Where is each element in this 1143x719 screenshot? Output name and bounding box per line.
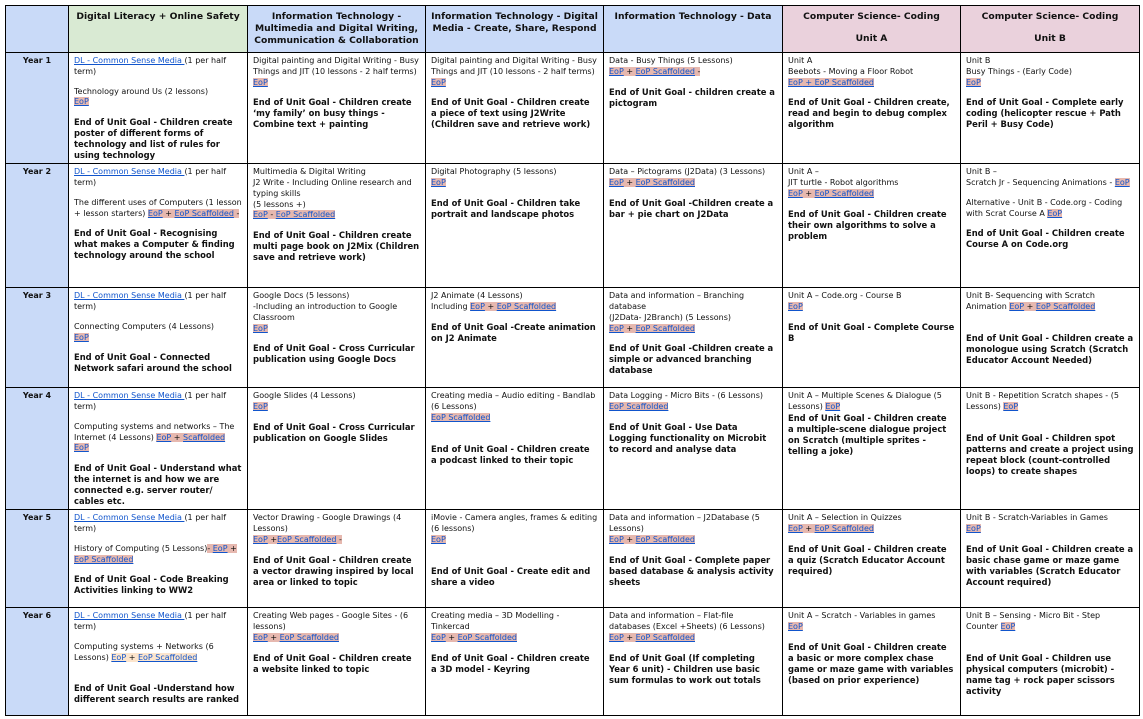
unit-goal: End of Unit Goal - Children create a basic chase game or maze game with variables (Scratch Educator Account required): [966, 543, 1134, 587]
unit-text: Unit B –: [966, 167, 997, 177]
frequency-text: (1 per half term): [74, 56, 227, 76]
unit-goal: End of Unit Goal - Children create a website linked to topic: [253, 652, 412, 674]
topic-text: Unit B- Sequencing with Scratch Animation: [966, 291, 1095, 311]
year-label: Year 5: [6, 510, 69, 608]
cell-dl: DL - Common Sense Media (1 per half term) Computing systems + Networks (6 Lessons) EoP + EoP Scaffolded End of Unit Goal -Understand how different search results are ranked: [69, 608, 248, 716]
unit-goal: End of Unit Goal - children create a pictogram: [609, 86, 775, 108]
cell-it-data: Data - Busy Things (5 Lessons) EoP + EoP Scaffolded - End of Unit Goal - children create a pictogram: [604, 53, 783, 164]
cell-it-multimedia: [248, 388, 426, 510]
topic-text: Google Slides (4 Lessons): [253, 391, 356, 401]
eop-link[interactable]: EoP: [212, 543, 228, 553]
unit-goal: End of Unit Goal - Children create a multiple-scene dialogue project on Scratch (multiple sprites - telling a joke): [788, 412, 947, 456]
eop-link[interactable]: EoP: [609, 66, 624, 76]
topic-detail: J2 Write - Including Online research and typing skills: [253, 177, 412, 198]
cell-dl: [69, 288, 248, 388]
eop-link[interactable]: EoP: [788, 77, 803, 87]
topic-text: Unit A – Code.org - Course B: [788, 291, 902, 301]
header-row: [6, 6, 1140, 53]
cell-cs-unit-b: [961, 164, 1140, 288]
unit-goal: End of Unit Goal -Children create a bar + pie chart on J2Data: [609, 197, 774, 219]
topic-text: Data - Busy Things (5 Lessons): [609, 56, 733, 65]
topic-text: Computing systems + Networks (6 Lessons): [74, 641, 214, 662]
unit-goal: End of Unit Goal - Children create a vector drawing inspired by local area or linked to topic: [253, 554, 414, 587]
table-row-year-6: [6, 608, 1140, 716]
eop-scaffolded-link[interactable]: EoP Scaffolded: [279, 632, 339, 642]
table-row-year-4: [6, 388, 1140, 510]
header-cs-unit-b: [961, 6, 1140, 53]
cell-it-multimedia: [248, 53, 426, 164]
cell-cs-unit-b: [961, 608, 1140, 716]
eop-link[interactable]: EoP: [431, 177, 446, 187]
eop-link[interactable]: EoP: [609, 534, 624, 544]
eop-link[interactable]: EoP: [966, 523, 981, 533]
cell-dl: DL - Common Sense Media (1 per half term) History of Computing (5 Lessons)- EoP + EoP Scaffolded End of Unit Goal - Code Breaking Activities linking to WW2: [69, 510, 248, 608]
topic-text: JIT turtle - Robot algorithms: [788, 177, 899, 187]
eop-scaffolded-link[interactable]: EoP Scaffolded: [457, 632, 517, 642]
topic-text: Busy Things - (Early Code): [966, 66, 1072, 76]
topic-text: Beebots - Moving a Floor Robot: [788, 66, 914, 76]
topic-text: The different uses of Computers (1 lesson + lesson starters): [74, 197, 242, 218]
eop-link[interactable]: EoP: [1003, 401, 1019, 411]
common-sense-media-link[interactable]: DL - Common Sense Media: [74, 56, 185, 65]
unit-goal: End of Unit Goal - Children spot patterns and create a project using repeat block (count-controlled loops) to create shapes: [966, 432, 1134, 476]
eop-scaffolded-link[interactable]: EoP Scaffolded: [1035, 301, 1096, 311]
cell-cs-unit-a: Unit A – JIT turtle - Robot algorithms EoP + EoP Scaffolded End of Unit Goal - Children create their own algorithms to solve a problem: [783, 164, 961, 288]
unit-goal: End of Unit Goal - Children create ‘my family’ on busy things - Combine text + painting: [253, 97, 412, 130]
unit-goal: End of Unit Goal (If completing Year 6 unit) - Children use basic sum formulas to work out totals: [609, 652, 761, 685]
cell-it-digital-media: [426, 53, 604, 164]
unit-goal: End of Unit Goal - Children create poster of different forms of technology and list of rules for using technology: [74, 117, 233, 161]
eop-scaffolded-link[interactable]: EoP Scaffolded: [609, 401, 669, 411]
topic-detail: (J2Data- J2Branch) (5 Lessons): [609, 312, 732, 322]
eop-link[interactable]: EoP: [253, 77, 268, 87]
topic-text: History of Computing (5 Lessons): [74, 543, 208, 553]
unit-goal: End of Unit Goal - Children create multi page book on J2Mix (Children save and retrieve work): [253, 230, 420, 263]
eop-link[interactable]: EoP: [788, 188, 803, 198]
eop-scaffolded-link[interactable]: EoP Scaffolded: [635, 66, 695, 76]
unit-goal: End of Unit Goal - Children create a 3D model - Keyring: [431, 652, 590, 674]
header-it-multimedia: Information Technology - Multimedia and Digital Writing, Communication & Collaboration: [248, 6, 426, 53]
unit-goal: End of Unit Goal - Complete early coding (helicopter rescue + Path Peril + Busy Code): [966, 97, 1124, 130]
cell-it-multimedia: Creating Web pages - Google Sites - (6 lessons) EoP + EoP Scaffolded End of Unit Goal - Children create a website linked to topic: [248, 608, 426, 716]
frequency-text: (1 per half term): [74, 391, 227, 411]
topic-text: Google Docs (5 lessons): [253, 291, 350, 301]
eop-scaffolded-link[interactable]: EoP Scaffolded: [277, 534, 337, 544]
topic-text: Unit A – Multiple Scenes & Dialogue (5 Lessons): [788, 391, 942, 411]
eop-link[interactable]: EoP: [74, 97, 89, 107]
unit-goal: End of Unit Goal - Cross Curricular publication on Google Slides: [253, 421, 415, 443]
unit-text: Unit A –: [788, 167, 819, 177]
eop-scaffolded-link[interactable]: EoP Scaffolded: [275, 210, 336, 220]
topic-text: iMovie - Camera angles, frames & editing (6 lessons): [431, 513, 598, 533]
table-row-year-2: [6, 164, 1140, 288]
unit-goal: End of Unit Goal - Code Breaking Activities linking to WW2: [74, 574, 229, 596]
corner-header: [6, 6, 69, 53]
common-sense-media-link[interactable]: DL - Common Sense Media: [74, 611, 185, 621]
unit-goal: End of Unit Goal - Connected Network safari around the school: [74, 352, 232, 374]
cell-it-digital-media: [426, 164, 604, 288]
frequency-text: (1 per half term): [74, 513, 227, 533]
eop-link[interactable]: EoP: [470, 301, 485, 311]
plus-link[interactable]: +: [802, 77, 815, 87]
header-it-data: Information Technology - Data: [604, 6, 783, 53]
topic-text: Unit B - Repetition Scratch shapes - (5 Lessons): [966, 391, 1119, 411]
lesson-count: (5 lessons +): [253, 199, 306, 209]
unit-goal: End of Unit Goal - Children create Course A on Code.org: [966, 228, 1125, 250]
cell-cs-unit-a: [783, 53, 961, 164]
topic-text: Data – Pictograms (J2Data) (3 Lessons): [609, 167, 766, 177]
unit-goal: End of Unit Goal - Children use physical computers (microbit) - name tag + rock paper scissors activity: [966, 652, 1115, 696]
eop-scaffolded-link[interactable]: EoP Scaffolded: [814, 188, 874, 198]
eop-link[interactable]: EoP: [788, 523, 803, 533]
topic-text: Creating Web pages - Google Sites - (6 lessons): [253, 611, 409, 631]
unit-goal: End of Unit Goal - Children create a quiz (Scratch Educator Account required): [788, 543, 947, 576]
topic-detail: Including: [431, 301, 471, 311]
eop-link[interactable]: EoP: [74, 332, 89, 342]
eop-link[interactable]: EoP: [609, 632, 624, 642]
eop-link[interactable]: EoP: [825, 401, 841, 411]
eop-link[interactable]: EoP: [253, 323, 268, 333]
year-label: Year 3: [6, 288, 69, 388]
eop-link[interactable]: EoP: [788, 621, 803, 631]
header-cs-unit: Unit B: [1034, 33, 1066, 44]
cell-it-digital-media: J2 Animate (4 Lessons) Including EoP + EoP Scaffolded End of Unit Goal -Create animation on J2 Animate: [426, 288, 604, 388]
topic-text: Data and information – J2Database (5 Lessons): [609, 513, 760, 533]
unit-goal: End of Unit Goal -Create animation on J2 Animate: [431, 321, 596, 343]
header-cs-title: Computer Science- Coding: [803, 11, 940, 22]
topic-detail: -Including an introduction to Google Classroom: [253, 301, 398, 322]
eop-scaffolded-link[interactable]: EoP Scaffolded: [137, 652, 198, 662]
header-cs-unit: Unit A: [855, 33, 888, 44]
eop-link[interactable]: EoP: [1009, 301, 1025, 311]
eop-scaffolded-link[interactable]: EoP Scaffolded: [814, 523, 874, 533]
topic-text: Data and information – Flat-file databases (Excel +Sheets) (6 Lessons): [609, 611, 765, 631]
frequency-text: (1 per half term): [74, 167, 227, 187]
eop-scaffolded-link[interactable]: EoP Scaffolded: [814, 77, 874, 87]
eop-link[interactable]: EoP: [609, 323, 624, 333]
cell-it-data: Data and information – Flat-file databases (Excel +Sheets) (6 Lessons) EoP + EoP Scaffolded End of Unit Goal (If completing Year 6 unit) - Children use basic sum formulas to work out totals: [604, 608, 783, 716]
topic-text: J2 Animate (4 Lessons): [431, 291, 523, 301]
header-cs-title: Computer Science- Coding: [981, 11, 1119, 22]
topic-text: Technology around Us (2 lessons): [74, 86, 209, 96]
cell-it-data: Data and information – Branching database (J2Data- J2Branch) (5 Lessons) EoP + EoP Scaffolded End of Unit Goal -Children create a simple or advanced branching database: [604, 288, 783, 388]
eop-scaffolded-link[interactable]: EoP Scaffolded: [635, 534, 695, 544]
eop-link[interactable]: EoP: [788, 301, 803, 311]
unit-goal: End of Unit Goal - Create edit and share a video: [431, 565, 591, 587]
unit-goal: End of Unit Goal - Children create a piece of text using J2Write (Children save and retrieve work): [431, 97, 591, 130]
topic-text: Creating media – 3D Modelling - Tinkercad: [431, 611, 560, 631]
cell-cs-unit-b: [961, 53, 1140, 164]
header-digital-literacy: Digital Literacy + Online Safety: [69, 6, 248, 53]
eop-link[interactable]: EoP: [431, 632, 446, 642]
year-label: Year 1: [6, 53, 69, 164]
eop-scaffolded-link[interactable]: EoP Scaffolded: [635, 177, 695, 187]
common-sense-media-link[interactable]: DL - Common Sense Media: [74, 513, 185, 523]
cell-cs-unit-b: [961, 388, 1140, 510]
table-row-year-3: [6, 288, 1140, 388]
cell-cs-unit-a: [783, 608, 961, 716]
topic-text: Scratch Jr - Sequencing Animations -: [966, 177, 1115, 187]
topic-text: Vector Drawing - Google Drawings (4 Lessons): [253, 513, 402, 533]
curriculum-table: [5, 5, 1140, 716]
cell-dl: DL - Common Sense Media (1 per half term) The different uses of Computers (1 lesson + lesson starters) EoP + EoP Scaffolded - End of Unit Goal - Recognising what makes a Computer & finding technology around the school: [69, 164, 248, 288]
topic-text: Unit B - Scratch-Variables in Games: [966, 513, 1108, 523]
eop-scaffolded-link[interactable]: EoP Scaffolded: [635, 323, 695, 333]
eop-scaffolded-link[interactable]: EoP Scaffolded: [431, 412, 491, 422]
topic-text: Digital painting and Digital Writing - Busy Things and JIT (10 lessons - 2 half terms): [431, 56, 597, 76]
topic-text: Creating media – Audio editing - Bandlab (6 Lessons): [431, 391, 596, 411]
cell-it-multimedia: Multimedia & Digital Writing J2 Write - Including Online research and typing skills (5 lessons +) EoP - EoP Scaffolded End of Unit Goal - Children create multi page book on J2Mix (Children save and retrieve work): [248, 164, 426, 288]
unit-text: Unit A: [788, 56, 813, 65]
eop-link[interactable]: EoP: [431, 77, 446, 87]
topic-text: Data Logging - Micro Bits - (6 Lessons): [609, 391, 763, 401]
topic-text: Digital painting and Digital Writing - Busy Things and JIT (10 lessons - 2 half terms): [253, 56, 419, 76]
eop-scaffolded-link[interactable]: EoP Scaffolded: [496, 301, 557, 311]
cell-cs-unit-b: Unit B- Sequencing with Scratch Animation EoP + EoP Scaffolded End of Unit Goal - Children create a monologue using Scratch (Scratch Educator Account Needed): [961, 288, 1140, 388]
common-sense-media-link[interactable]: DL - Common Sense Media: [74, 167, 185, 177]
eop-link[interactable]: EoP: [253, 401, 268, 411]
eop-link[interactable]: EoP: [253, 534, 268, 544]
table-row-year-5: [6, 510, 1140, 608]
cell-it-data: Data – Pictograms (J2Data) (3 Lessons) EoP + EoP Scaffolded End of Unit Goal -Children create a bar + pie chart on J2Data: [604, 164, 783, 288]
unit-goal: End of Unit Goal - Complete Course B: [788, 321, 955, 343]
frequency-text: (1 per half term): [74, 611, 227, 631]
eop-link[interactable]: EoP: [156, 432, 172, 442]
topic-text: Unit B – Sensing - Micro Bit - Step Counter: [966, 611, 1101, 631]
unit-goal: End of Unit Goal -Children create a simple or advanced branching database: [609, 343, 774, 376]
cell-it-digital-media: [426, 388, 604, 510]
unit-goal: End of Unit Goal - Children take portrait and landscape photos: [431, 197, 581, 219]
header-cs-unit-a: [783, 6, 961, 53]
eop-link[interactable]: EoP: [253, 210, 268, 220]
unit-goal: End of Unit Goal - Children create a basic or more complex chase game or maze game with variables (based on prior experience): [788, 641, 954, 685]
cell-cs-unit-b: [961, 510, 1140, 608]
year-label: Year 6: [6, 608, 69, 716]
eop-link[interactable]: EoP: [147, 208, 163, 218]
unit-goal: End of Unit Goal - Complete paper based database & analysis activity sheets: [609, 554, 774, 587]
unit-goal: End of Unit Goal - Cross Curricular publication using Google Docs: [253, 343, 415, 365]
common-sense-media-link[interactable]: DL - Common Sense Media: [74, 391, 185, 401]
topic-text: Computing systems and networks – The Internet (4 Lessons): [74, 421, 235, 442]
eop-link[interactable]: EoP: [1000, 621, 1016, 631]
eop-link[interactable]: EoP: [1047, 208, 1063, 218]
alternative-text: Alternative - Unit B - Code.org - Coding with Scrat Course A: [966, 197, 1123, 218]
year-label: Year 2: [6, 164, 69, 288]
header-it-digital-media: Information Technology - Digital Media - Create, Share, Respond: [426, 6, 604, 53]
unit-text: Unit B: [966, 56, 991, 65]
topic-text: Unit A – Scratch - Variables in games: [788, 611, 936, 621]
eop-scaffolded-link[interactable]: EoP Scaffolded: [74, 554, 134, 564]
topic-text: Digital Photography (5 lessons): [431, 167, 557, 177]
topic-text: Data and information – Branching database: [609, 291, 745, 311]
cell-it-multimedia: Vector Drawing - Google Drawings (4 Lessons) EoP +EoP Scaffolded - End of Unit Goal - Children create a vector drawing inspired by local area or linked to topic: [248, 510, 426, 608]
frequency-text: (1 per half term): [74, 291, 227, 311]
eop-link[interactable]: EoP: [431, 534, 446, 544]
cell-dl: [69, 53, 248, 164]
eop-scaffolded-link[interactable]: EoP Scaffolded: [174, 208, 234, 218]
unit-goal: End of Unit Goal - Children create, read and begin to debug complex algorithm: [788, 97, 950, 130]
topic-text: Unit A – Selection in Quizzes: [788, 513, 902, 523]
common-sense-media-link[interactable]: DL - Common Sense Media: [74, 291, 185, 301]
eop-link[interactable]: EoP: [609, 177, 624, 187]
unit-goal: End of Unit Goal - Children create their own algorithms to solve a problem: [788, 208, 947, 241]
cell-dl: DL - Common Sense Media (1 per half term) Computing systems and networks – The Internet (4 Lessons) EoP + Scaffolded EoP End of Unit Goal - Understand what the internet is and how we are connected e.g. server router/ cables etc.: [69, 388, 248, 510]
year-label: Year 4: [6, 388, 69, 510]
table-row-year-1: [6, 53, 1140, 164]
eop-scaffolded-link[interactable]: EoP Scaffolded: [635, 632, 695, 642]
cell-it-digital-media: [426, 510, 604, 608]
eop-link[interactable]: EoP: [966, 77, 981, 87]
unit-goal: End of Unit Goal - Understand what the internet is and how we are connected e.g. server router/ cables etc.: [74, 463, 242, 507]
cell-it-data: Data and information – J2Database (5 Lessons) EoP + EoP Scaffolded End of Unit Goal - Complete paper based database & analysis activity sheets: [604, 510, 783, 608]
eop-link[interactable]: EoP: [1114, 177, 1130, 187]
cell-cs-unit-a: [783, 388, 961, 510]
topic-text: Connecting Computers (4 Lessons): [74, 321, 215, 331]
topic-text: Multimedia & Digital Writing: [253, 167, 366, 177]
cell-cs-unit-a: [783, 288, 961, 388]
unit-goal: End of Unit Goal - Children create a monologue using Scratch (Scratch Educator Account Needed): [966, 332, 1134, 365]
unit-goal: End of Unit Goal - Use Data Logging functionality on Microbit to record and analyse data: [609, 421, 767, 454]
cell-it-data: [604, 388, 783, 510]
cell-cs-unit-a: Unit A – Selection in Quizzes EoP + EoP Scaffolded End of Unit Goal - Children create a quiz (Scratch Educator Account required): [783, 510, 961, 608]
scaffolded-eop-link[interactable]: Scaffolded EoP: [74, 432, 226, 453]
unit-goal: End of Unit Goal - Children create a podcast linked to their topic: [431, 443, 590, 465]
unit-goal: End of Unit Goal - Recognising what makes a Computer & finding technology around the school: [74, 228, 235, 261]
unit-goal: End of Unit Goal -Understand how different search results are ranked: [74, 683, 239, 705]
cell-it-multimedia: [248, 288, 426, 388]
eop-link[interactable]: EoP: [111, 652, 127, 662]
eop-link[interactable]: EoP: [253, 632, 268, 642]
cell-it-digital-media: Creating media – 3D Modelling - Tinkercad EoP + EoP Scaffolded End of Unit Goal - Children create a 3D model - Keyring: [426, 608, 604, 716]
